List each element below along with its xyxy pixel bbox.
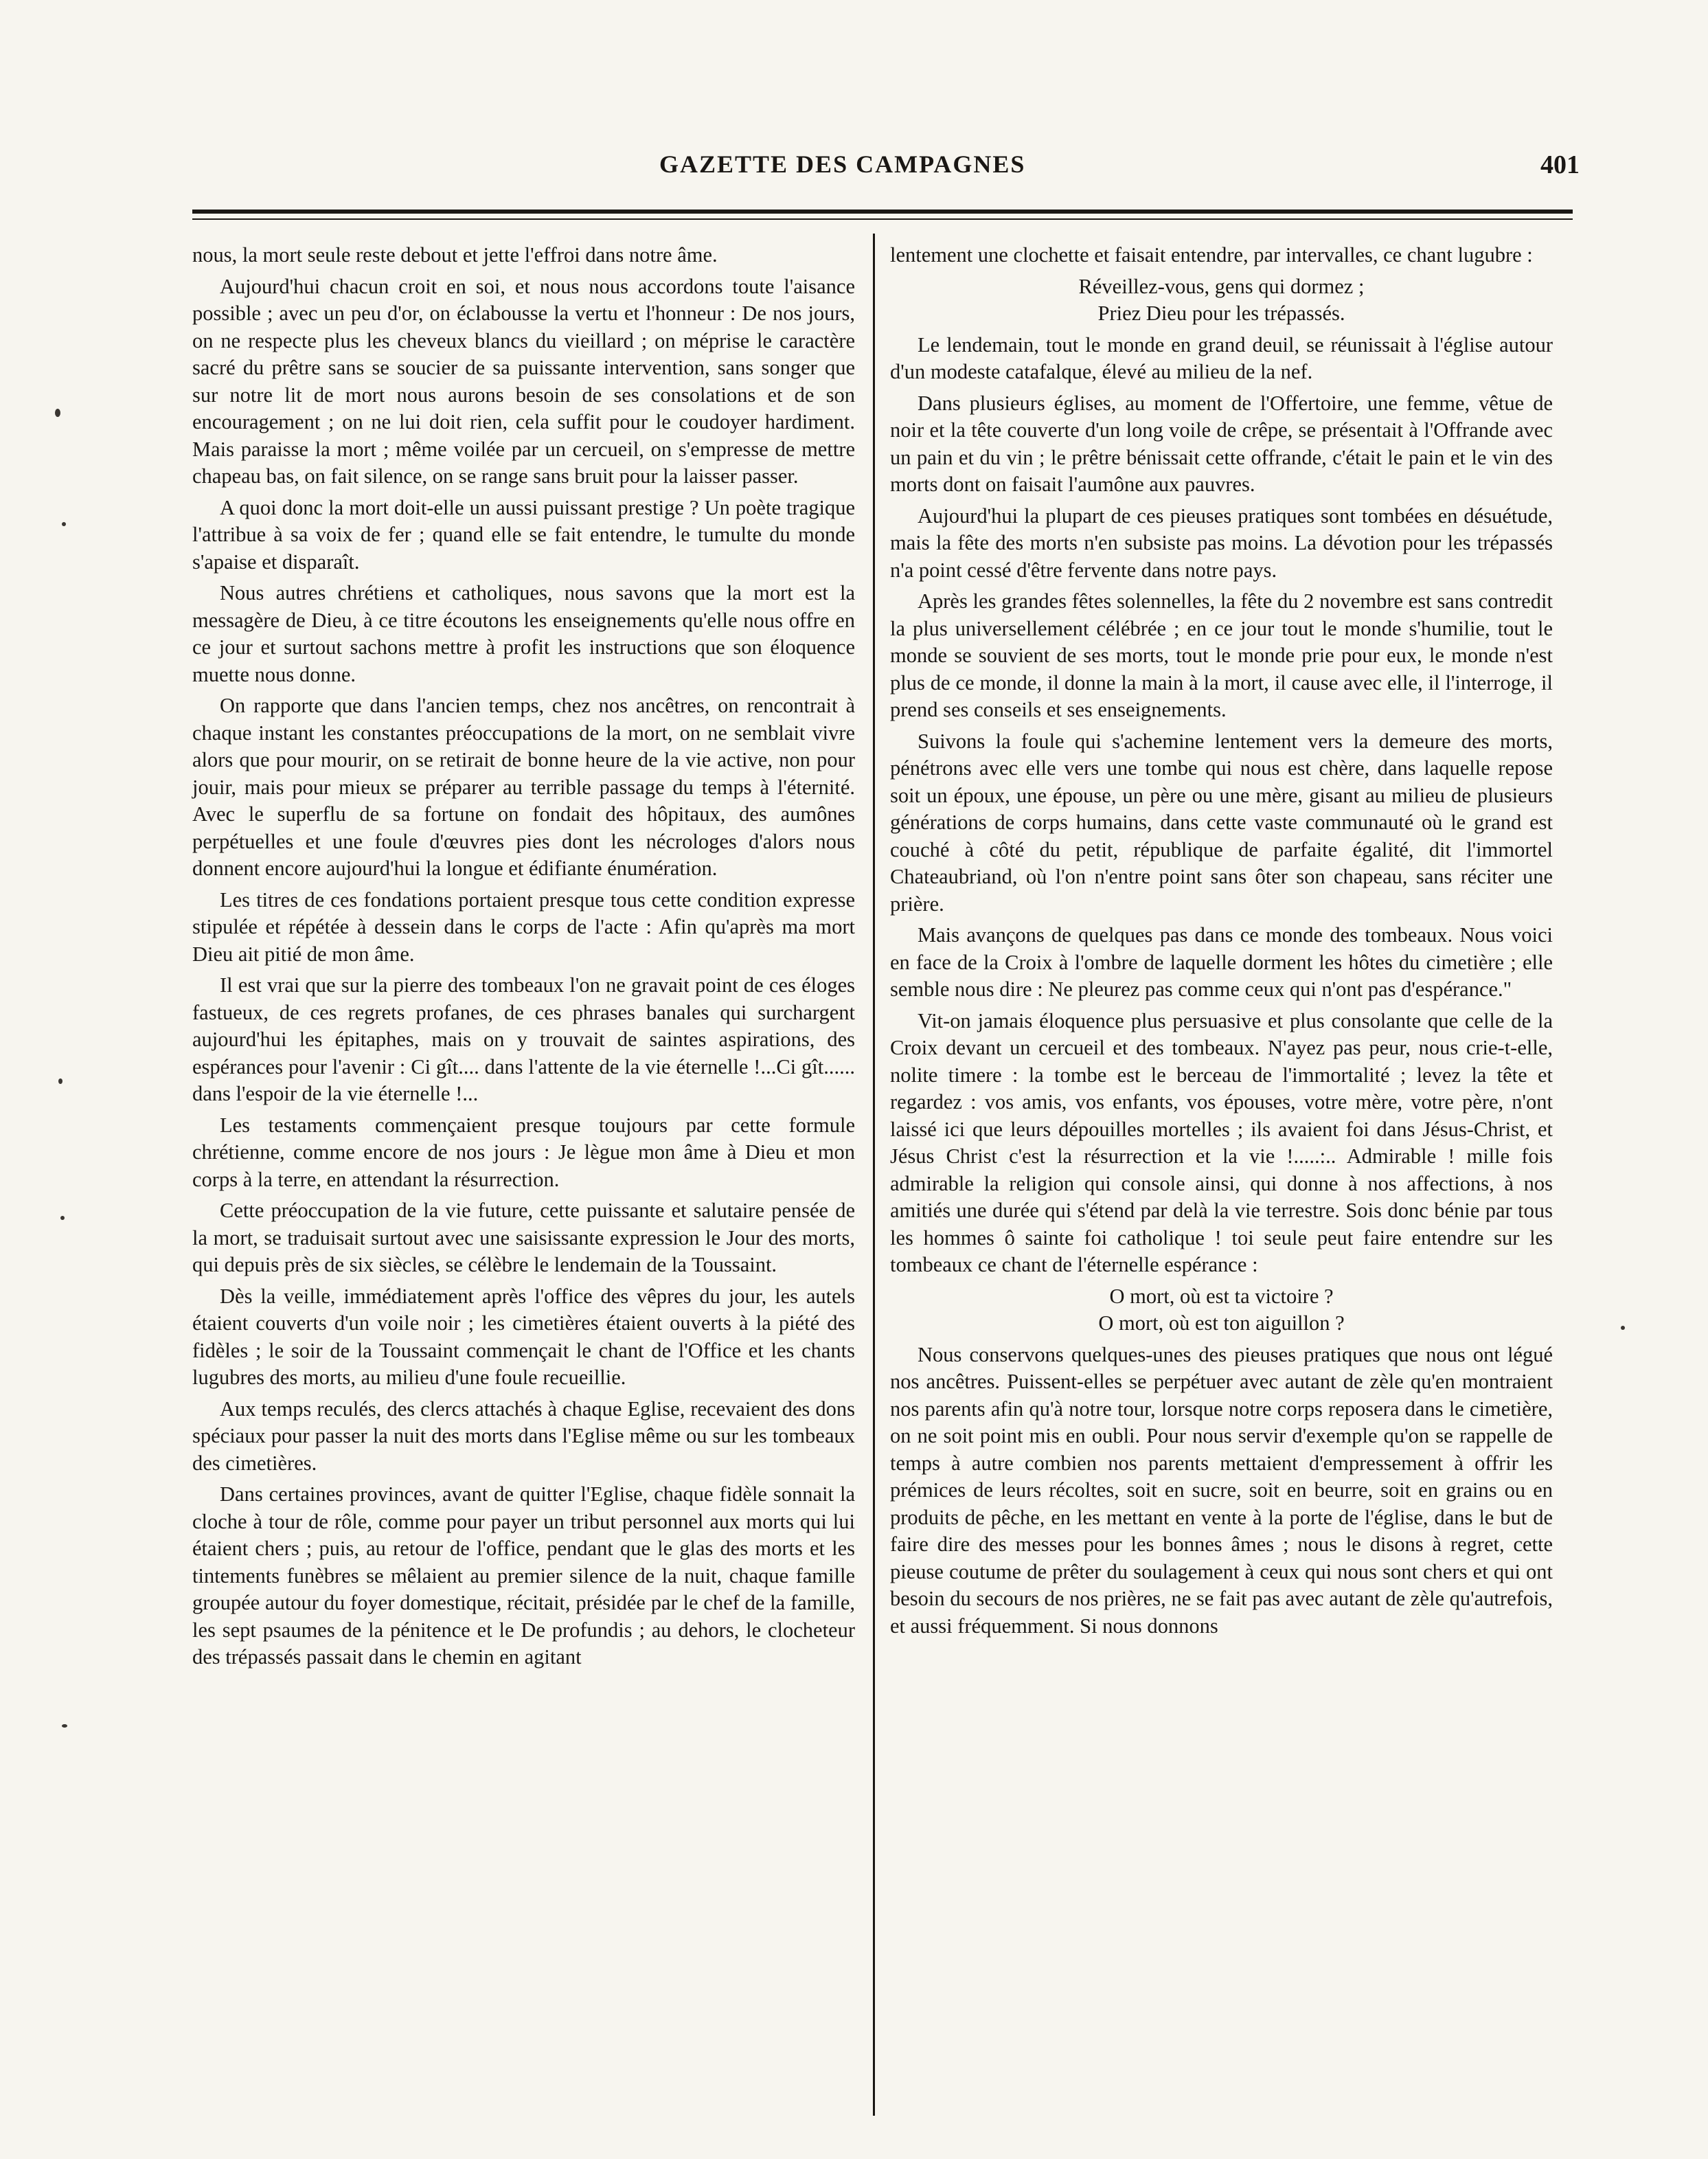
verse-line: Réveillez-vous, gens qui dormez ; [1078,274,1365,298]
verse-line: O mort, où est ton aiguillon ? [1098,1311,1345,1335]
paragraph: Nous conservons quelques-unes des pieuses pratiques que nous ont légué nos ancêtres. Puissent-elles se perpétuer avec autant de zèle qu'en montraient nos parents afin qu'à notre tour, lorsque notre corps reposera dans le cimetière, on ne soit point mis en oubli. Pour nous servir d'exemple qu'on se rappelle de temps à autre combien nos parents mettaient d'empressement à offrir les prémices de leurs récoltes, soit en sucre, soit en beurre, soit en grains ou en produits de pêche, en les mettant en vente à la porte de l'église, dans le but de faire dire des messes pour les bonnes âmes ; nous le disons à regret, cette pieuse coutume de prêter du soulagement à ceux qui nous sont chers et qui ont besoin du secours de nos prières, ne se fait pas avec autant de zèle qu'autrefois, et aussi fréquemment. Si nous donnons [890,1342,1553,1638]
paragraph: lentement une clochette et faisait entendre, par intervalles, ce chant lugubre : [890,243,1533,267]
paragraph: Nous autres chrétiens et catholiques, nous savons que la mort est la messagère de Dieu, à ce titre écoutons les enseignements qu'elle nous offre en ce jour et surtout sachons mettre à profit les instructions que son éloquence muette nous donne. [192,581,855,686]
paragraph: Suivons la foule qui s'achemine lentement vers la demeure des morts, pénétrons avec elle vers une tombe qui nous est chère, dans laquelle repose soit un époux, une épouse, un père ou une mère, gisant au milieu de plusieurs générations de corps humains, dans cette vaste communauté où le grand est couché à côté du petit, république de parfaite égalité, dit l'immortel Chateaubriand, où l'on n'entre point sans ôter son chapeau, sans réciter une prière. [890,729,1553,916]
verse-line: O mort, où est ta victoire ? [1109,1284,1334,1308]
publication-title: GAZETTE DES CAMPAGNES [659,150,1026,178]
header-rule-thin [192,218,1573,220]
paragraph: Le lendemain, tout le monde en grand deuil, se réunissait à l'église autour d'un modeste catafalque, élevé au milieu de la nef. [890,332,1553,383]
paragraph: A quoi donc la mort doit-elle un aussi puissant prestige ? Un poète tragique l'attribue à sa voix de fer ; quand elle se fait entendre, le tumulte du monde s'apaise et disparaît. [192,495,855,574]
page-header [192,150,1580,184]
page-number: 401 [1540,150,1580,179]
header-rule-thick [192,210,1573,214]
paragraph: Dès la veille, immédiatement après l'office des vêpres du jour, les autels étaient couverts d'un voile noir ; les cimetières étaient ouverts à la piété des fidèles ; le soir de la Toussaint commençait le chant de l'Office et les chants lugubres des morts, au milieu d'une foule recueillie. [192,1284,855,1389]
paragraph: Dans certaines provinces, avant de quitter l'Eglise, chaque fidèle sonnait la cloche à tour de rôle, comme pour payer un tribut personnel aux morts qui lui étaient chers ; puis, au retour de l'office, pendant que le glas des morts et les tintements funèbres se mêlaient au premier silence de la nuit, chaque famille groupée autour du foyer domestique, récitait, présidée par le chef de la famille, les sept psaumes de la pénitence et le De profundis ; au dehors, le clocheteur des trépassés passait dans le chemin en agitant [192,1482,855,1669]
paragraph: Aux temps reculés, des clercs attachés à chaque Eglise, recevaient des dons spéciaux pour passer la nuit des morts dans l'Eglise même ou sur les tombeaux des cimetières. [192,1397,855,1475]
paragraph: Aujourd'hui la plupart de ces pieuses pratiques sont tombées en désuétude, mais la fête des morts n'en subsiste pas moins. La dévotion pour les trépassés n'a point cessé d'être fervente dans notre pays. [890,504,1553,582]
paragraph: Les titres de ces fondations portaient presque tous cette condition expresse stipulée et répétée à dessein dans le corps de l'acte : Afin qu'après ma mort Dieu ait pitié de mon âme. [192,888,855,966]
paragraph: Il est vrai que sur la pierre des tombeaux l'on ne gravait point de ces éloges fastueux, de ces regrets profanes, de ces phrases banales qui surchargent aujourd'hui les épitaphes, mais on y trouvait de saintes aspirations, des espérances pour l'avenir : Ci gît.... dans l'attente de la vie éternelle !...Ci gît...... dans l'espoir de la vie éternelle !... [192,973,855,1105]
paragraph: Les testaments commençaient presque toujours par cette formule chrétienne, comme encore de nos jours : Je lègue mon âme à Dieu et mon corps à la terre, en attendant la résurrection. [192,1113,855,1191]
paragraph: Vit-on jamais éloquence plus persuasive et plus consolante que celle de la Croix devant un cercueil et des tombeaux. N'ayez pas peur, nous crie-t-elle, nolite timere : la tombe est le berceau de l'immortalité ; levez la tête et regardez : vos amis, vos enfants, vos épouses, votre mère, votre père, n'ont laissé ici que leurs dépouilles mortelles ; ils avaient foi dans Jésus-Christ, et Jésus Christ c'est la résurrection et la vie !.....:.. Admirable ! mille fois admirable la religion qui console ainsi, qui donne à nos affections, à nos amitiés une durée qui s'étend par delà la vie terrestre. Sois donc bénie par tous les hommes ô sainte foi catholique ! toi seule peut faire entendre sur les tombeaux ce chant de l'éternelle espérance : [890,1008,1553,1276]
paragraph: Cette préoccupation de la vie future, cette puissante et salutaire pensée de la mort, se traduisait surtout avec une saisissante expression le Jour des morts, qui depuis près de six siècles, se célèbre le lendemain de la Toussaint. [192,1199,855,1276]
paragraph: Après les grandes fêtes solennelles, la fête du 2 novembre est sans contredit la plus universellement célébrée ; en ce jour tout le monde s'humilie, tout le monde se souvient de ses morts, tout le monde prie pour eux, le monde n'est plus de ce monde, il donne la main à la mort, il cause avec elle, il l'interroge, il prend ses conseils et ses enseignements. [890,589,1553,721]
paragraph: nous, la mort seule reste debout et jette l'effroi dans notre âme. [192,243,718,267]
paragraph: On rapporte que dans l'ancien temps, chez nos ancêtres, on rencontrait à chaque instant les constantes préoccupations de la mort, on ne semblait vivre alors que pour mourir, on se retirait de bonne heure de la vie active, non pour jouir, mais pour mieux se préparer au terrible passage du temps à l'éternité. Avec le superflu de sa fortune on fondait des hôpitaux, des aumônes perpétuelles et une foule d'œuvres pies dont les nécrologes d'alors nous donnent encore aujourd'hui la longue et édifiante énumération. [192,694,855,880]
column-divider [873,234,875,2116]
right-column [890,242,1553,1644]
paragraph: Aujourd'hui chacun croit en soi, et nous nous accordons toute l'aisance possible ; avec un peu d'or, on éclabousse la vertu et l'honneur : De nos jours, on ne respecte plus les cheveux blancs du vieillard ; on méprise le caractère sacré du prêtre sans se soucier de sa puissante intervention, sans songer que sur notre lit de mort nous aurons besoin de ses consolations et de son encouragement ; on ne lui doit rien, cela suffit pour le coudoyer hardiment. Mais paraisse la mort ; même voilée par un cercueil, on s'empresse de mettre chapeau bas, on fait silence, on se range sans bruit pour la laisser passer. [192,274,855,488]
verse-line: Priez Dieu pour les trépassés. [1097,302,1345,325]
paragraph: Mais avançons de quelques pas dans ce monde des tombeaux. Nous voici en face de la Croix à l'ombre de laquelle dorment les hôtes du cimetière ; elle semble nous dire : Ne pleurez pas comme ceux qui n'ont pas d'espérance." [890,923,1553,1001]
left-column [192,242,855,1675]
paragraph: Dans plusieurs églises, au moment de l'Offertoire, une femme, vêtue de noir et la tête couverte d'un long voile de crêpe, se présentait à l'Offrande avec un pain et du vin ; le prêtre bénissait cette offrande, c'était le pain et le vin des morts dont on faisait l'aumône aux pauvres. [890,391,1553,496]
